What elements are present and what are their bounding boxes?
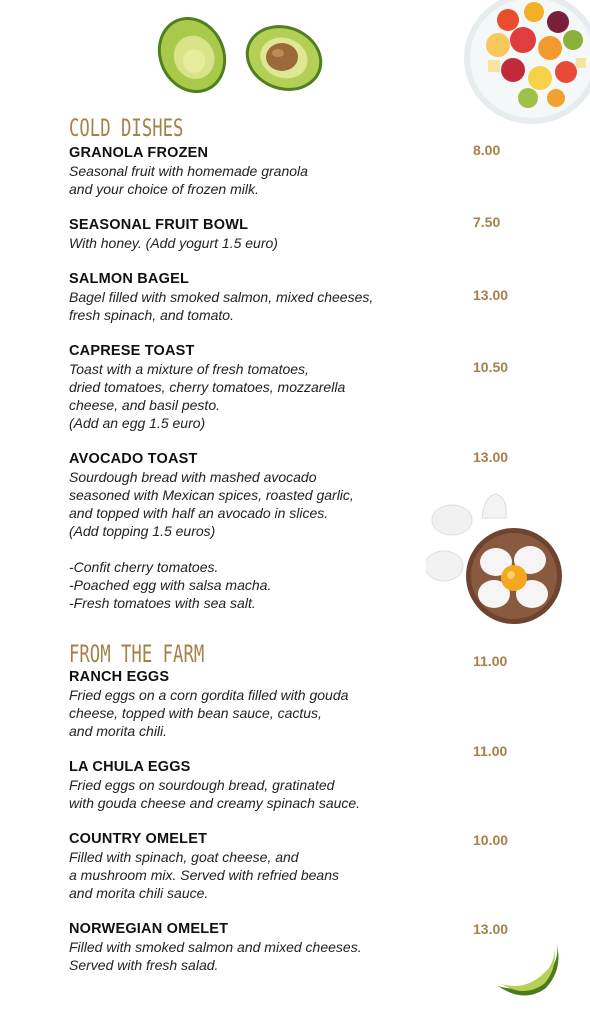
item-name: COUNTRY OMELET bbox=[69, 831, 208, 847]
item-description: Bagel filled with smoked salmon, mixed cheeses, fresh spinach, and tomato. bbox=[69, 289, 374, 323]
item-name: SEASONAL FRUIT BOWL bbox=[69, 217, 249, 233]
item-name: AVOCADO TOAST bbox=[69, 451, 198, 467]
item-price: 8.00 bbox=[473, 142, 501, 158]
eggs-bowl-icon bbox=[426, 490, 590, 628]
avocado-pit-half-icon bbox=[243, 24, 325, 92]
item-name: RANCH EGGS bbox=[69, 669, 170, 685]
item-name: CAPRESE TOAST bbox=[69, 343, 195, 359]
item-name: LA CHULA EGGS bbox=[69, 759, 191, 775]
item-description: With honey. (Add yogurt 1.5 euro) bbox=[69, 235, 278, 251]
item-description: Filled with spinach, goat cheese, and a mushroom mix. Served with refried beans and morita chili sauce. bbox=[69, 849, 339, 901]
item-description: Seasonal fruit with homemade granola and your choice of frozen milk. bbox=[69, 163, 308, 197]
item-price: 11.00 bbox=[473, 653, 508, 669]
item-price: 11.00 bbox=[473, 743, 508, 759]
section-title-from-the-farm: FROM THE FARM bbox=[69, 640, 205, 668]
item-description: Sourdough bread with mashed avocado seasoned with Mexican spices, roasted garlic, and topped with half an avocado in slices. (Add topping 1.5 euros) -Confit cherry tomatoes. -Poached egg with salsa macha. -Fresh tomatoes with sea salt. bbox=[69, 469, 354, 611]
item-description: Fried eggs on a corn gordita filled with gouda cheese, topped with bean sauce, cactus, and morita chili. bbox=[69, 687, 349, 739]
item-price: 7.50 bbox=[473, 214, 501, 230]
item-price: 10.50 bbox=[473, 359, 509, 375]
item-name: GRANOLA FROZEN bbox=[69, 145, 209, 161]
item-description: Filled with smoked salmon and mixed cheeses. Served with fresh salad. bbox=[69, 939, 362, 973]
item-price: 13.00 bbox=[473, 921, 509, 937]
item-price: 13.00 bbox=[473, 449, 509, 465]
avocado-slice-icon bbox=[494, 938, 564, 1002]
item-name: NORWEGIAN OMELET bbox=[69, 921, 229, 937]
section-title-cold-dishes: COLD DISHES bbox=[69, 114, 184, 142]
item-description: Fried eggs on sourdough bread, gratinated with gouda cheese and creamy spinach sauce. bbox=[69, 777, 361, 811]
fruit-salad-bowl-icon bbox=[458, 0, 590, 128]
avocado-half-icon bbox=[156, 14, 228, 96]
item-price: 13.00 bbox=[473, 287, 509, 303]
item-price: 10.00 bbox=[473, 832, 509, 848]
item-name: SALMON BAGEL bbox=[69, 271, 190, 287]
item-description: Toast with a mixture of fresh tomatoes, dried tomatoes, cherry tomatoes, mozzarella cheese, and basil pesto. (Add an egg 1.5 euro) bbox=[69, 361, 346, 431]
